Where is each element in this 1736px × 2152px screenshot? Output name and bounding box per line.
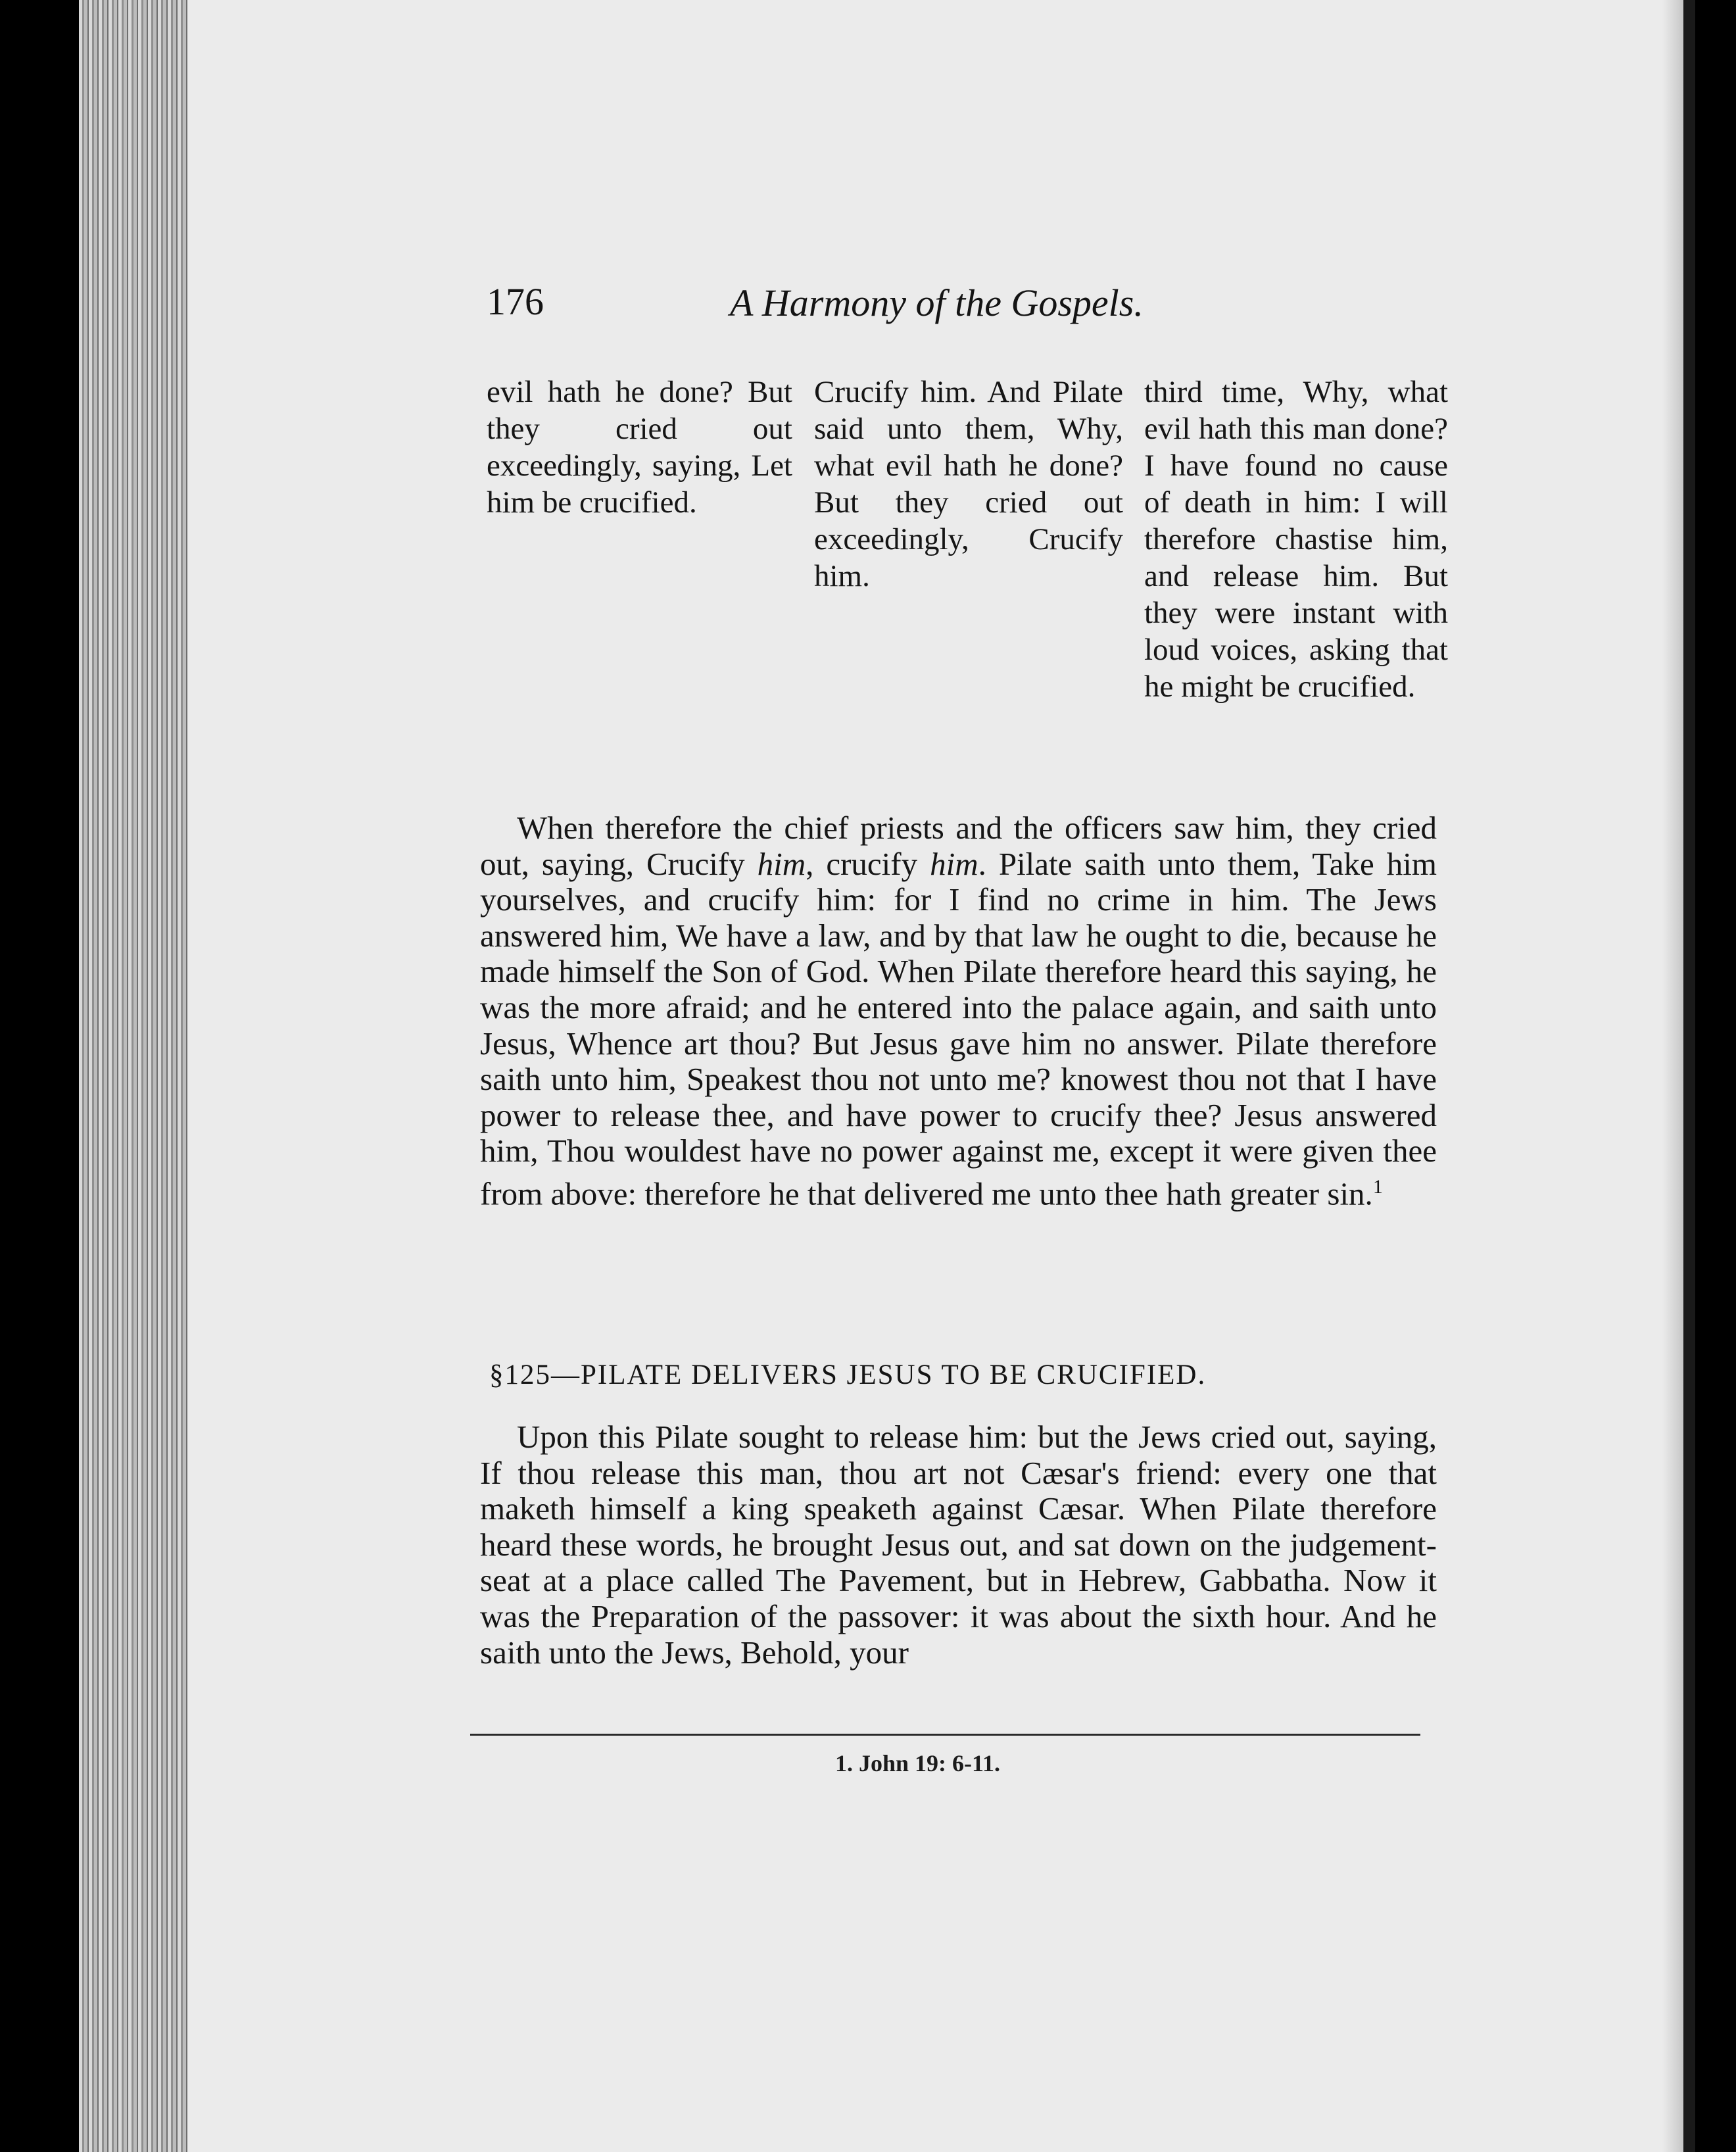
page-stack-edges: [79, 0, 191, 2152]
gospel-column-3: [1144, 374, 1448, 705]
binding-gutter: [1683, 0, 1695, 2152]
page-number: 176: [487, 280, 544, 323]
footnote-reference: 1: [1372, 1175, 1383, 1198]
column-3-text: third time, Why, what evil hath this man done? I have found no cause of death in him: I will therefore chastise him, and release him. But they were instant with loud voices, asking that he might be crucified.: [1144, 375, 1448, 704]
italic-word: him: [930, 845, 978, 882]
text-run: , crucify: [806, 845, 930, 882]
page-header: [487, 280, 1217, 339]
column-1-text: evil hath he done? But they cried out exceedingly, saying, Let him be crucified.: [487, 375, 792, 520]
gospel-column-1: [487, 374, 792, 521]
text-run: . Pilate saith unto them, Take him yourselves, and crucify him: for I find no crime in him. The Jews answered him, We have a law, and by that law he ought to die, because he made himself the Son of God. When Pilate therefore heard this saying, he was the more afraid; and he entered into the palace again, and saith unto Jesus, Whence art thou? But Jesus gave him no answer. Pilate therefore saith unto him, Speakest thou not unto me? knowest thou not that I have power to release thee, and have power to crucify thee? Jesus answered him, Thou wouldest have no power against me, except it were given thee from above: therefore he that delivered me unto thee hath greater sin.: [480, 845, 1437, 1212]
running-title: A Harmony of the Gospels.: [730, 281, 1144, 324]
column-2-text: Crucify him. And Pilate said unto them, Why, what evil hath he done? But they cried out exceedingly, Crucify him.: [814, 375, 1123, 593]
footnote-rule: [470, 1734, 1420, 1736]
page-gutter-shadow: [1662, 0, 1683, 2152]
john-paragraph: [480, 810, 1437, 1212]
gospel-column-2: [814, 374, 1123, 595]
text-run: When therefore the chief priests and the officers saw him, they cried out, saying, Crucify: [480, 810, 1437, 882]
john-passage: [480, 810, 1437, 1212]
italic-word: him: [757, 845, 806, 882]
section-passage: [480, 1419, 1437, 1671]
footnote: 1. John 19: 6-11.: [835, 1750, 1001, 1776]
section-heading: §125—PILATE DELIVERS JESUS TO BE CRUCIFIED.: [489, 1359, 1207, 1390]
section-paragraph: Upon this Pilate sought to release him: but the Jews cried out, saying, If thou release this man, thou art not Cæsar's friend: every one that maketh himself a king speaketh against Cæsar. When Pilate therefore heard these words, he brought Jesus out, and sat down on the judgement-seat at a place called The Pavement, but in Hebrew, Gabbatha. Now it was the Preparation of the passover: it was about the sixth hour. And he saith unto the Jews, Behold, your: [480, 1419, 1437, 1671]
